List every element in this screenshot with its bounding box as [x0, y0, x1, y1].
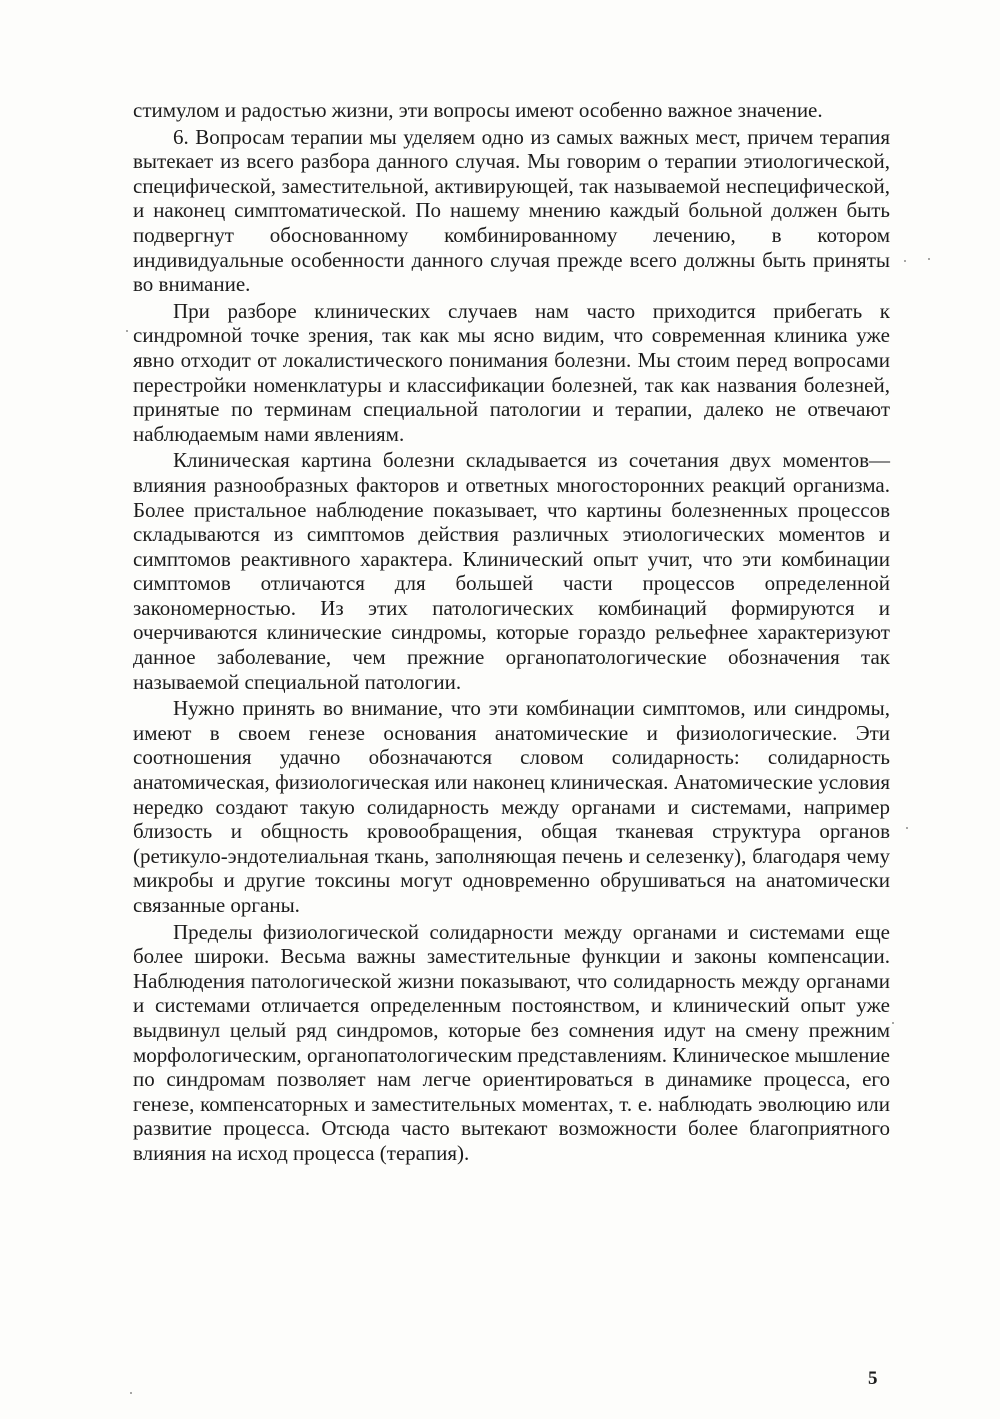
scan-speck [130, 1392, 132, 1394]
paragraph-1: стимулом и радостью жизни, эти вопросы имеют особенно важное значение. [133, 98, 823, 122]
scan-speck [126, 330, 128, 332]
paragraph-4: Клиническая картина болезни складывается из сочетания двух моментов—влияния разнообразных факторов и ответных многосторонних реакций организма. Более пристальное наблюдение показывает, что картины болезненных процессов складываются из симптомов действия различных этиологических моментов и симптомов реактивного характера. Клинический опыт учит, что эти комбинации симптомов отличаются для большей части процессов определенной закономерностью. Из этих патологических комбинаций формируются и очерчиваются клинические синдромы, которые гораздо рельефнее характеризуют данное заболевание, чем прежние органопатологические обозначения так называемой специальной патологии. [133, 448, 890, 694]
scan-speck [892, 1022, 894, 1024]
paragraph-6: Пределы физиологической солидарности между органами и системами еще более широки. Весьма важны заместительные функции и законы компенсации. Наблюдения патологической жизни показывают, что солидарность между органами и системами отличается определенным постоянством, и клинический опыт уже выдвинул целый ряд синдромов, которые без сомнения идут на смену прежним морфологическим, органопатологическим представлениям. Клиническое мышление по синдромам позволяет нам легче ориентироваться в динамике процесса, его генезе, компенсаторных и заместительных моментах, т. е. наблюдать эволюцию или развитие процесса. Отсюда часто вытекают возможности более благоприятного влияния на исход процесса (терапия). [133, 919, 890, 1165]
page-number: 5 [868, 1368, 878, 1389]
scan-speck [928, 258, 930, 260]
paragraph-2: 6. Вопросам терапии мы уделяем одно из самых важных мест, причем терапия вытекает из всего разбора данного случая. Мы говорим о терапии этиологической, специфической, заместительной, активирующей, так называемой неспецифической, и наконец симптоматической. По нашему мнению каждый больной должен быть подвергнут обоснованному комбинированному лечению, в котором индивидуальные особенности данного случая прежде всего должны быть приняты во внимание. [133, 124, 890, 297]
body-text [133, 98, 890, 1168]
paragraph-3: При разборе клинических случаев нам часто приходится прибегать к синдромной точке зрения, так как мы ясно видим, что современная клиника уже явно отходит от локалистического понимания болезни. Мы стоим перед вопросами перестройки номенклатуры и классификации болезней, так как названия болезней, принятые по терминам специальной патологии и терапии, далеко не отвечают наблюдаемым нами явлениям. [133, 298, 890, 446]
scan-speck [906, 827, 908, 829]
scan-speck [904, 260, 906, 262]
paragraph-5: Нужно принять во внимание, что эти комбинации симптомов, или синдромы, имеют в своем генезе основания анатомические и физиологические. Эти соотношения удачно обозначаются словом солидарность: солидарность анатомическая, физиологическая или наконец клиническая. Анатомические условия нередко создают такую солидарность между органами и системами, например близость и общность кровообращения, общая тканевая структура органов (ретикуло-эндотелиальная ткань, заполняющая печень и селезенку), благодаря чему микробы и другие токсины могут одновременно обрушиваться на анатомически связанные органы. [133, 696, 890, 917]
